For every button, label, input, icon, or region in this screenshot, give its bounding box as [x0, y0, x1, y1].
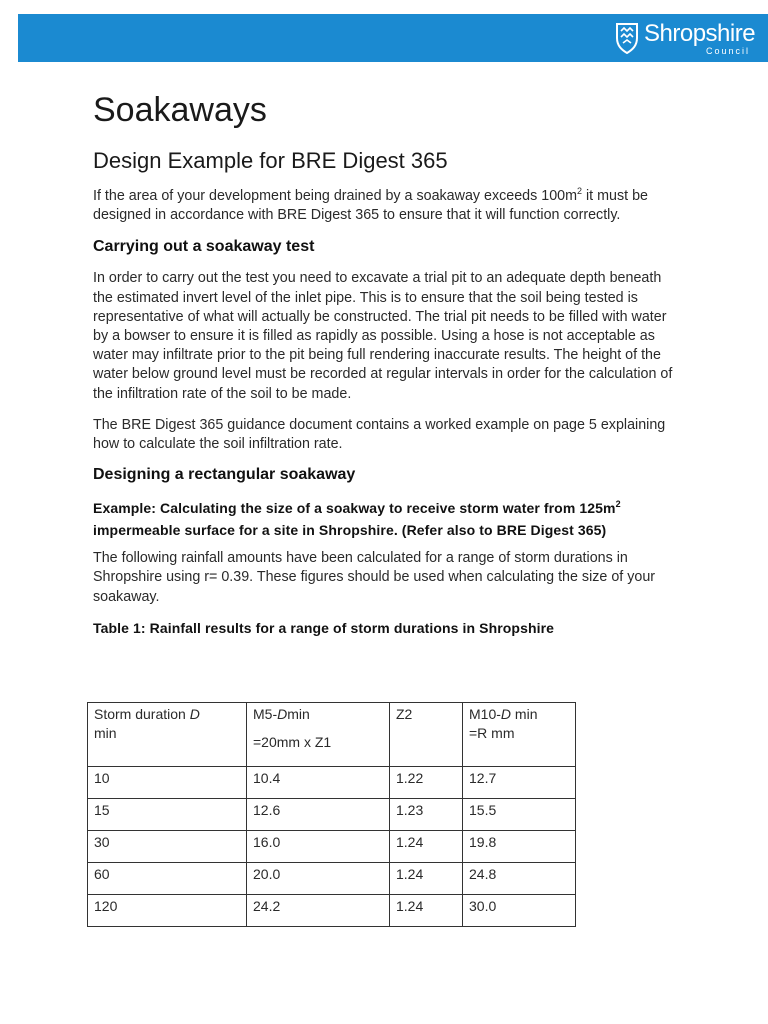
- table-cell: 1.22: [390, 767, 463, 799]
- header-m5: [247, 703, 390, 767]
- table-cell: 15.5: [463, 799, 576, 831]
- intro-paragraph: [93, 187, 683, 225]
- header-col2-text: M5-: [253, 706, 278, 722]
- table-row: [88, 863, 576, 895]
- header-col4-italic: D: [500, 706, 512, 722]
- header-col1-unit: min: [94, 725, 117, 741]
- table-cell: 1.24: [390, 831, 463, 863]
- table-cell: 19.8: [463, 831, 576, 863]
- page-title: Soakaways: [93, 91, 267, 129]
- header-col2-unit: min: [287, 706, 310, 722]
- table-cell: 24.8: [463, 863, 576, 895]
- table-cell: 60: [88, 863, 247, 895]
- example-statement: [93, 497, 683, 541]
- table-caption: Table 1: Rainfall results for a range of storm durations in Shropshire: [93, 619, 555, 636]
- shield-crest-icon: [614, 22, 640, 54]
- brand-name: Shropshire: [644, 20, 756, 47]
- example-superscript: 2: [615, 499, 621, 510]
- council-logo[interactable]: [614, 20, 754, 58]
- table-cell: 16.0: [247, 831, 390, 863]
- header-col1-italic: D: [189, 706, 200, 722]
- header-col4-text: M10-: [469, 706, 501, 722]
- table-row: [88, 799, 576, 831]
- table-cell: 1.24: [390, 895, 463, 927]
- table-cell: 12.6: [247, 799, 390, 831]
- section-heading-design: Designing a rectangular soakaway: [93, 466, 356, 484]
- table-cell: 10.4: [247, 767, 390, 799]
- table-cell: 30: [88, 831, 247, 863]
- header-col2-formula: =20mm x Z1: [253, 734, 332, 750]
- header-col4-formula: =R mm: [469, 725, 515, 741]
- table-row: [88, 831, 576, 863]
- header-z2: Z2: [390, 703, 463, 767]
- header-col2-italic: D: [277, 706, 288, 722]
- table-cell: 12.7: [463, 767, 576, 799]
- header-banner: [18, 14, 768, 62]
- table-cell: 24.2: [247, 895, 390, 927]
- brand-subtitle: Council: [705, 46, 750, 56]
- header-m10: [463, 703, 576, 767]
- section-heading-test: Carrying out a soakaway test: [93, 238, 315, 256]
- header-storm-duration: [88, 703, 247, 767]
- table-cell: 10: [88, 767, 247, 799]
- table-cell: 20.0: [247, 863, 390, 895]
- table-cell: 120: [88, 895, 247, 927]
- intro-text-b: it must be designed in accordance with BRE Digest 365 to ensure that it will function correctly.: [93, 188, 648, 224]
- digest-paragraph: The BRE Digest 365 guidance document contains a worked example on page 5 explaining how to calculate the soil infiltration rate.: [93, 416, 666, 453]
- header-col4-unit: min: [511, 706, 538, 722]
- table-cell: 1.24: [390, 863, 463, 895]
- intro-superscript: 2: [577, 186, 583, 196]
- page-subtitle: Design Example for BRE Digest 365: [93, 148, 448, 173]
- table-cell: 15: [88, 799, 247, 831]
- header-col1-text: Storm duration: [94, 706, 190, 722]
- table-header-row: [88, 703, 576, 767]
- example-text-a: Example: Calculating the size of a soakway to receive storm water from 125m: [93, 500, 616, 517]
- rainfall-paragraph: The following rainfall amounts have been calculated for a range of storm durations in Shropshire using r= 0.39. These figures should be used when calculating the size of your soakaway.: [93, 550, 656, 605]
- rainfall-table: [87, 702, 576, 927]
- example-text-b: impermeable surface for a site in Shropshire. (Refer also to BRE Digest 365): [93, 522, 607, 539]
- table-row: [88, 895, 576, 927]
- table-cell: 30.0: [463, 895, 576, 927]
- table-cell: 1.23: [390, 799, 463, 831]
- intro-text-a: If the area of your development being drained by a soakaway exceeds 100m: [93, 188, 578, 204]
- table-row: [88, 767, 576, 799]
- test-paragraph: In order to carry out the test you need to excavate a trial pit to an adequate depth beneath the estimated invert level of the inlet pipe. This is to ensure that the soil being tested is representative of what will actually be constructed. The trial pit needs to be filled with water by a bowser to ensure it is filled as rapidly as possible. Using a hose is not acceptable as water may infiltrate prior to the pit being full rendering inaccurate results. The height of the water below ground level must be recorded at regular intervals in order for the calculation of the infiltration rate of the soil to be made.: [93, 270, 673, 402]
- document-body: [93, 88, 683, 638]
